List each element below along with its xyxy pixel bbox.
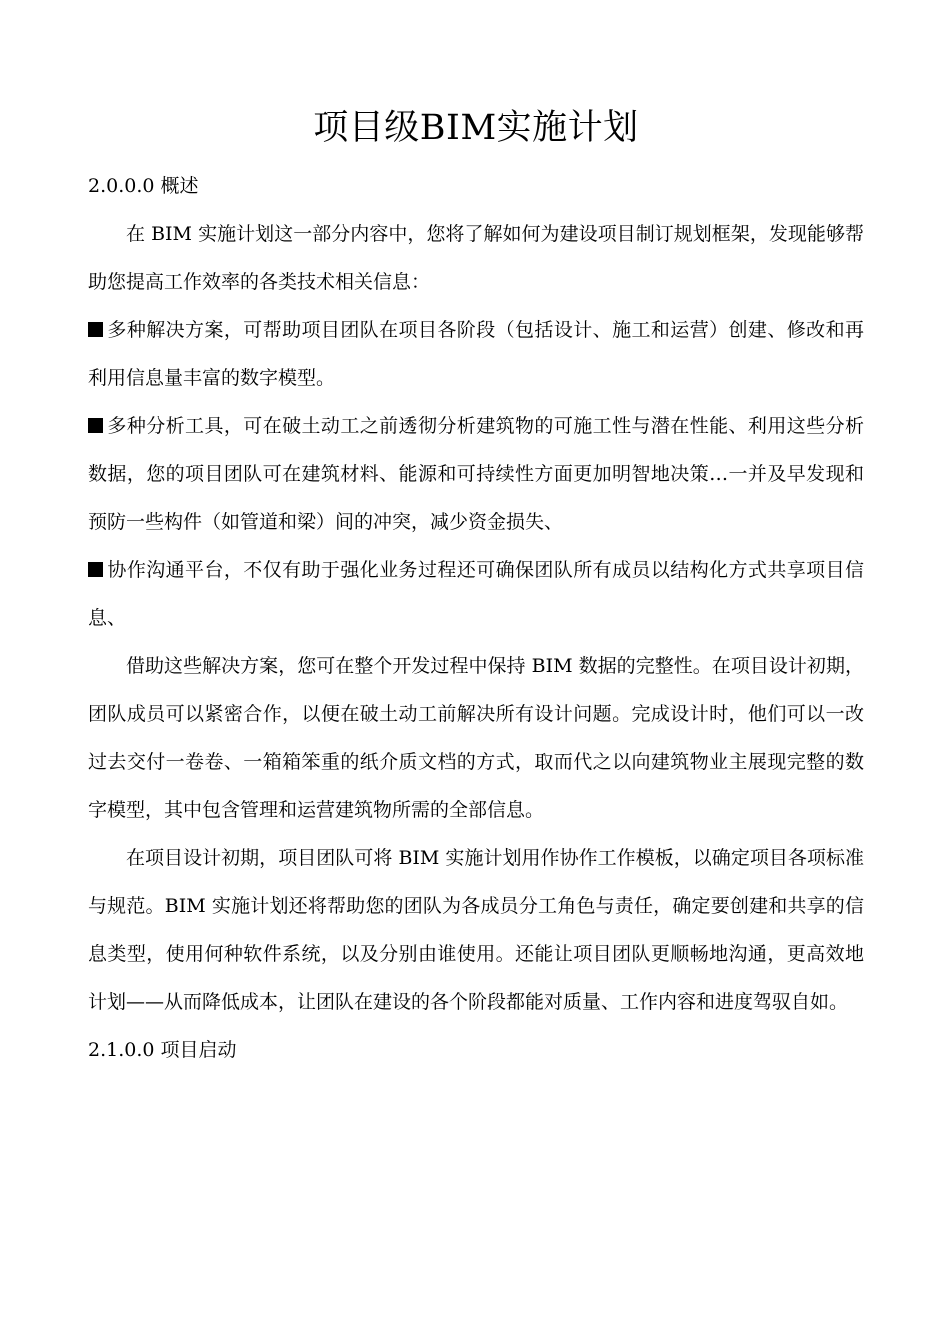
- body-paragraph: 借助这些解决方案，您可在整个开发过程中保持 BIM 数据的完整性。在项目设计初期，团队成员可以紧密合作，以便在破土动工前解决所有设计问题。完成设计时，他们可以一改过去交付一卷卷、一箱箱笨重的纸介质文档的方式，取而代之以向建筑物业主展现完整的数字模型，其中包含管理和运营建筑物所需的全部信息。: [88, 655, 864, 821]
- bullet-text: 多种解决方案，可帮助项目团队在项目各阶段（包括设计、施工和运营）创建、修改和再利用信息量丰富的数字模型。: [88, 319, 864, 389]
- document-title: 项目级BIM实施计划: [313, 108, 639, 148]
- document-page: [88, 100, 864, 1074]
- bullet-text: 协作沟通平台，不仅有助于强化业务过程还可确保团队所有成员以结构化方式共享项目信息、: [88, 559, 864, 629]
- body-paragraph: 在项目设计初期，项目团队可将 BIM 实施计划用作协作工作模板，以确定项目各项标准与规范。BIM 实施计划还将帮助您的团队为各成员分工角色与责任，确定要创建和共享的信息类型，使用何种软件系统，以及分别由谁使用。还能让项目团队更顺畅地沟通，更高效地计划——从而降低成本，让团队在建设的各个阶段都能对质量、工作内容和进度驾驭自如。: [88, 847, 864, 1013]
- intro-paragraph: 在 BIM 实施计划这一部分内容中，您将了解如何为建设项目制订规划框架，发现能够帮助您提高工作效率的各类技术相关信息：: [88, 223, 864, 293]
- square-bullet-icon: [88, 562, 103, 577]
- section-heading-project-start: 2.1.0.0 项目启动: [88, 1039, 237, 1061]
- bullet-item: [88, 306, 864, 402]
- square-bullet-icon: [88, 322, 103, 337]
- bullet-text: 多种分析工具，可在破土动工之前透彻分析建筑物的可施工性与潜在性能、利用这些分析数据，您的项目团队可在建筑材料、能源和可持续性方面更加明智地决策…一并及早发现和预防一些构件（如管道和梁）间的冲突，减少资金损失、: [88, 415, 864, 533]
- section-heading-overview: 2.0.0.0 概述: [88, 175, 199, 197]
- bullet-item: [88, 546, 864, 642]
- square-bullet-icon: [88, 418, 103, 433]
- bullet-item: [88, 402, 864, 546]
